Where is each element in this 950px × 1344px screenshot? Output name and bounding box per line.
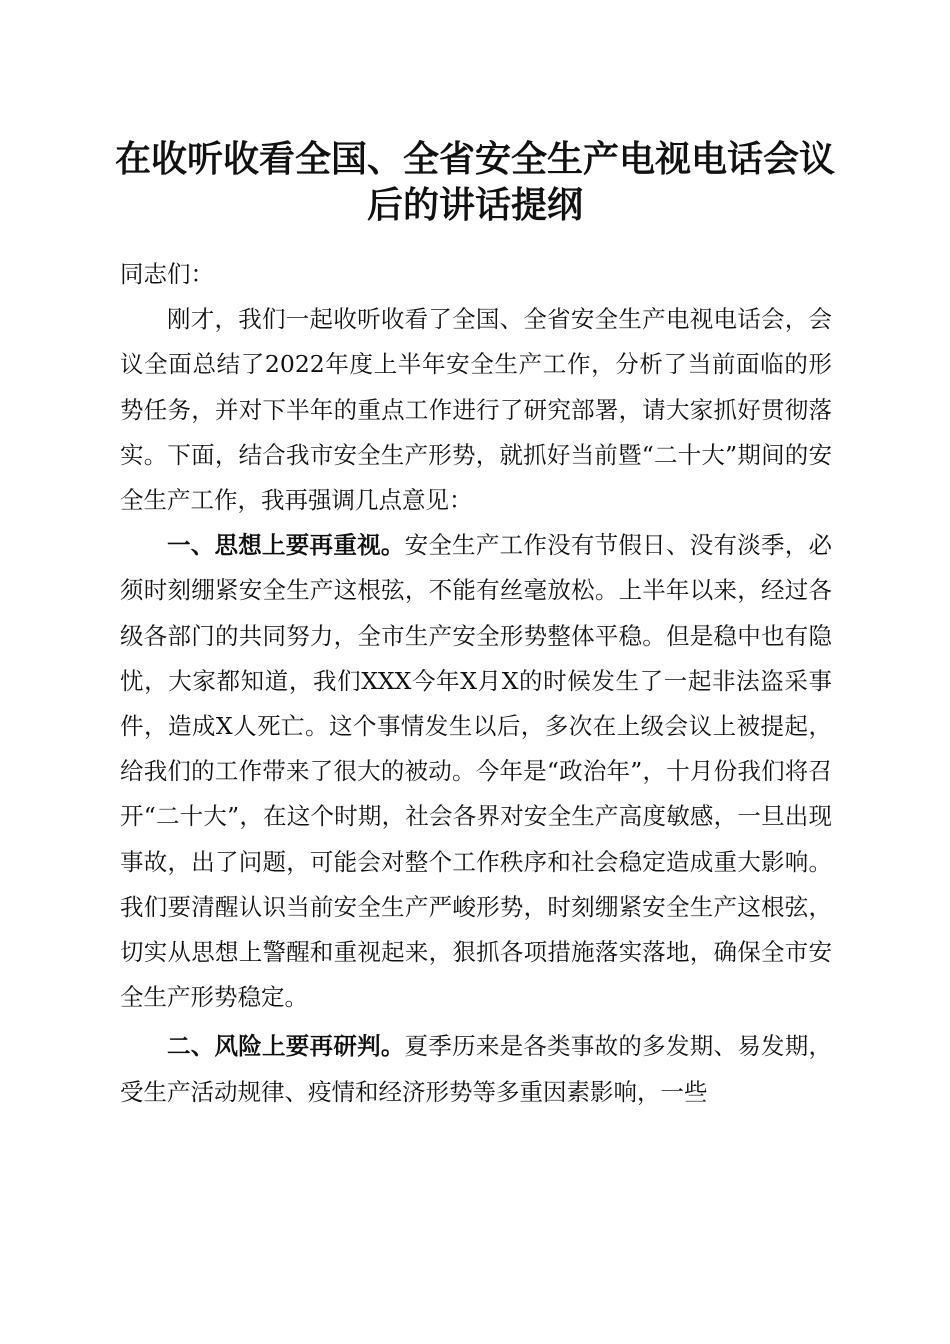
section-2-heading: 二、风险上要再研判。 — [167, 1032, 405, 1061]
section-2-paragraph — [120, 1024, 832, 1114]
section-1-heading: 一、思想上要再重视。 — [167, 531, 405, 560]
document-body — [120, 252, 832, 1115]
section-2-text: 夏季历来是各类事故的多发期、易发期，受生产活动规律、疫情和经济形势等多重因素影响，一些 — [120, 1032, 833, 1106]
document-title-line-1: 在收听收看全国、全省安全生产电视电话会议 — [114, 138, 835, 180]
salutation: 同志们： — [120, 260, 214, 288]
opening-paragraph: 刚才，我们一起收听收看了全国、全省安全生产电视电话会，会议全面总结了2022年度上半年安全生产工作，分析了当前面临的形势任务，并对下半年的重点工作进行了研究部署，请大家抓好贯彻落实。下面，结合我市安全生产形势，就抓好当前暨“二十大”期间的安全生产工作，我再强调几点意见： — [120, 305, 832, 515]
document-title-line-2: 后的讲话提纲 — [366, 184, 583, 226]
section-1-paragraph — [120, 523, 832, 1020]
section-1-text: 安全生产工作没有节假日、没有淡季，必须时刻绷紧安全生产这根弦，不能有丝毫放松。上半年以来，经过各级各部门的共同努力，全市生产安全形势整体平稳。但是稳中也有隐忧，大家都知道，我们XXX今年X月X的时候发生了一起非法盗采事件，造成X人死亡。这个事情发生以后，多次在上级会议上被提起，给我们的工作带来了很大的被动。今年是“政治年”，十月份我们将召开“二十大”，在这个时期，社会各界对安全生产高度敏感，一旦出现事故，出了问题，可能会对整个工作秩序和社会稳定造成重大影响。我们要清醒认识当前安全生产严峻形势，时刻绷紧安全生产这根弦，切实从思想上警醒和重视起来，狠抓各项措施落实落地，确保全市安全生产形势稳定。 — [120, 531, 833, 1012]
